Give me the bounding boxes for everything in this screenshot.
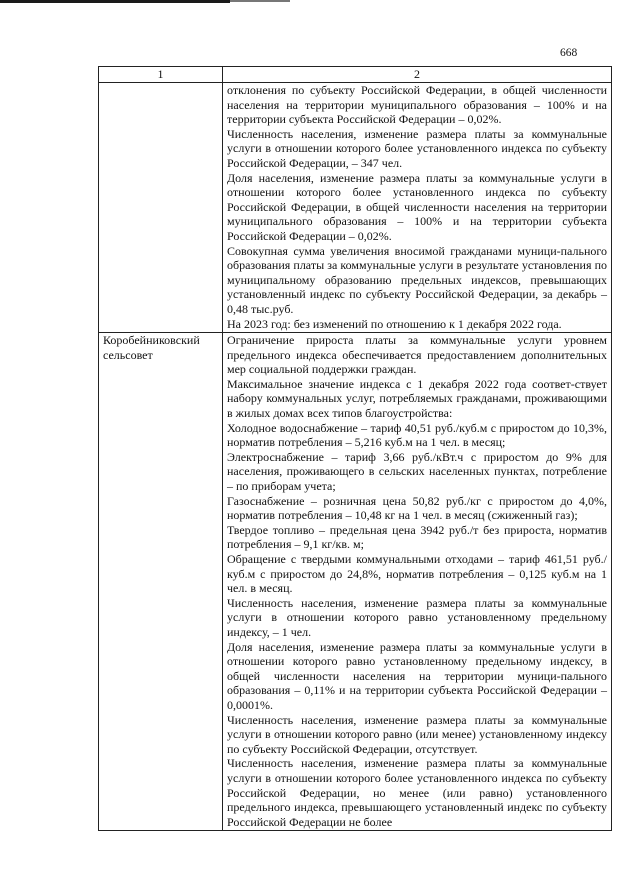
paragraph: Газоснабжение – розничная цена 50,82 руб./кг с приростом до 4,0%, норматив потребления – 10,48 кг на 1 чел. в месяц (сжиженный газ); (227, 493, 607, 523)
paragraph: Обращение с твердыми коммунальными отходами – тариф 461,51 руб./куб.м с приростом до 24,8%, норматив потребления – 0,125 куб.м на 1 чел. в месяц. (227, 552, 607, 596)
document-table (98, 66, 612, 831)
paragraph: На 2023 год: без изменений по отношению к 1 декабря 2022 года. (227, 316, 562, 331)
column-header-2: 2 (223, 67, 612, 83)
scan-edge-mark (0, 0, 230, 3)
table-row (99, 83, 612, 333)
description-cell (223, 83, 612, 333)
paragraph: Доля населения, изменение размера платы за коммунальные услуги в отношении которого более установленного индекса по субъекту Российской Федерации, в общей численности населения на территории муниципального образования – 100% и на территории субъекта Российской Федерации – 0,02%. (227, 170, 607, 243)
paragraph: Электроснабжение – тариф 3,66 руб./кВт.ч с приростом до 9% для населения, проживающего в сельских населенных пунктах, потребление – по приборам учета; (227, 449, 607, 494)
description-cell (223, 333, 612, 831)
column-header-1: 1 (99, 67, 223, 83)
page-number: 668 (560, 47, 578, 59)
paragraph: отклонения по субъекту Российской Федерации, в общей численности населения на территории муниципального образования – 100% и на территории субъекта Российской Федерации – 0,02%. (227, 83, 607, 127)
paragraph: Максимальное значение индекса с 1 декабря 2022 года соответ-ствует набору коммунальных услуг, потребляемых гражданами, проживающими в жилых домах всех типов благоустройства: (227, 376, 607, 421)
paragraph: Численность населения, изменение размера платы за коммунальные услуги в отношении которого более установленного индекса по субъекту Российской Федерации, но менее (или равно) установленного предельного индекса, превышающего установленный индекс по субъекту Российской Федерации не более (227, 756, 607, 829)
paragraph: Доля населения, изменение размера платы за коммунальные услуги в отношении которого равно установленному предельному индексу, в общей численности населения на территории муници-пального образования – 0,11% и на территории субъекта Российской Федерации – 0,0001%. (227, 639, 607, 712)
paragraph: Численность населения, изменение размера платы за коммунальные услуги в отношении которого равно (или менее) установленному индексу по субъекту Российской Федерации, отсутствует. (227, 712, 607, 756)
paragraph: Холодное водоснабжение – тариф 40,51 руб./куб.м с приростом до 10,3%, норматив потребления – 5,216 куб.м на 1 чел. в месяц; (227, 420, 607, 450)
municipality-name-cell: Коробейниковский сельсовет (99, 333, 223, 831)
paragraph: Численность населения, изменение размера платы за коммунальные услуги в отношении которого более установленного индекса по субъекту Российской Федерации, – 347 чел. (227, 126, 607, 170)
paragraph: Совокупная сумма увеличения вносимой гражданами муници-пального образования платы за коммунальные услуги в результате установления по муниципальному образованию предельных индексов, превышающих установленный индекс по субъекту Российской Федерации, за декабрь – 0,48 тыс.руб. (227, 243, 607, 316)
table-row (99, 333, 612, 831)
municipality-name-cell (99, 83, 223, 333)
paragraph: Ограничение прироста платы за коммунальные услуги уровнем предельного индекса обеспечивается предоставлением дополнительных мер социальной поддержки граждан. (227, 333, 607, 377)
scan-edge-mark-faint (230, 0, 290, 2)
table-header-row (99, 67, 612, 83)
paragraph: Твердое топливо – предельная цена 3942 руб./т без прироста, норматив потребления – 9,1 кг/кв. м; (227, 522, 607, 552)
paragraph: Численность населения, изменение размера платы за коммунальные услуги в отношении которого равно установленному предельному индексу, – 1 чел. (227, 595, 607, 639)
